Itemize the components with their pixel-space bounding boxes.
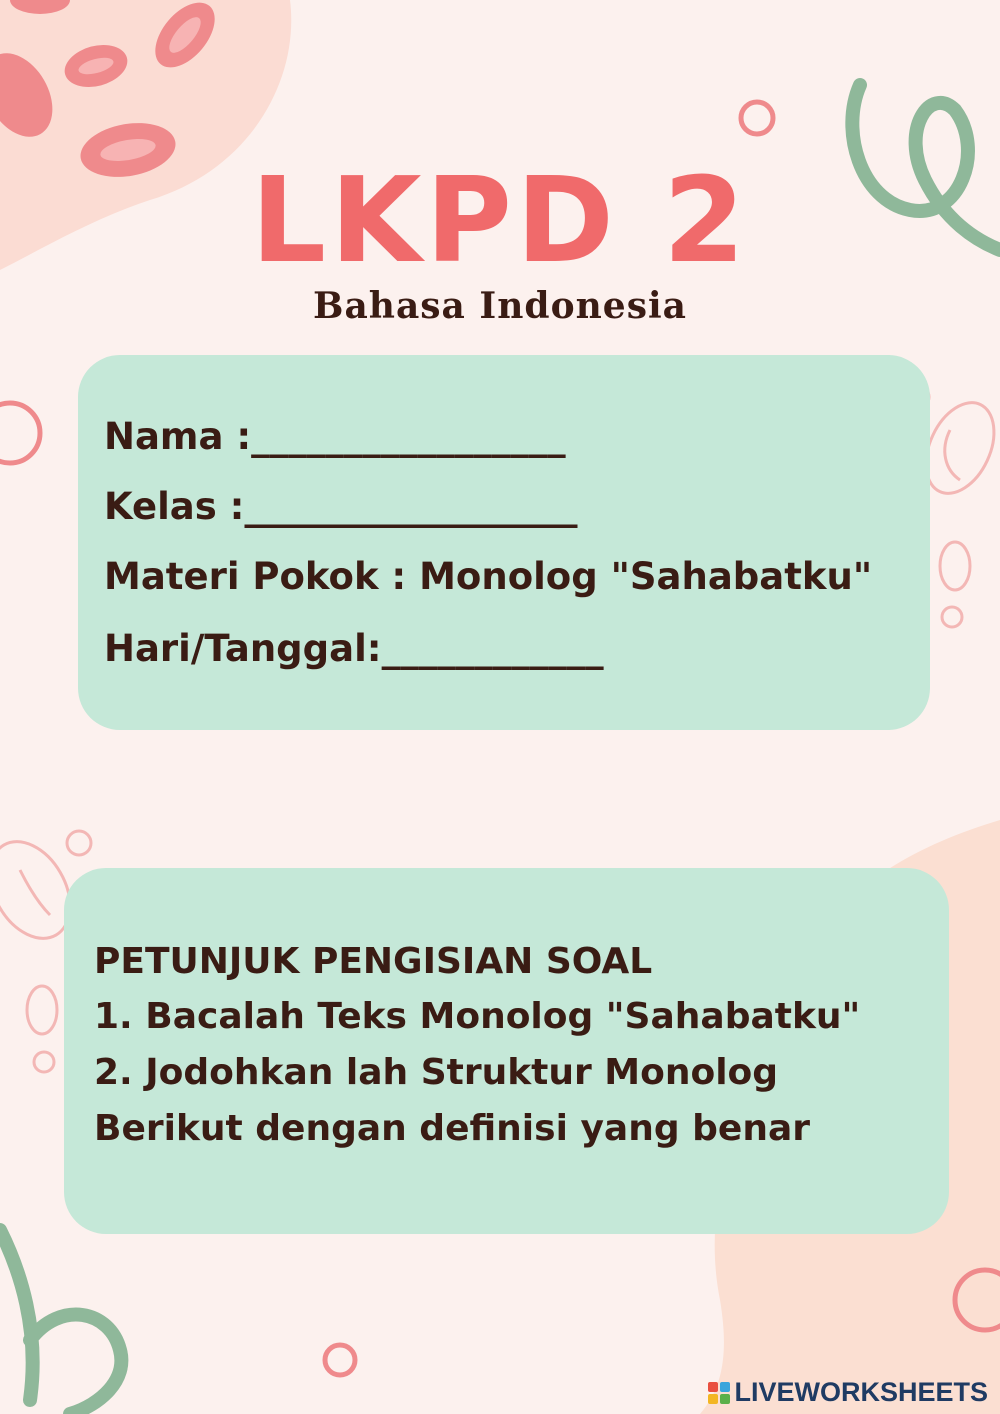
nama-field[interactable]: Nama :_________________ <box>104 415 566 458</box>
instruction-step-2: 2. Jodohkan lah Struktur Monolog <box>94 1052 779 1093</box>
kelas-field[interactable]: Kelas :__________________ <box>104 485 578 528</box>
liveworksheets-logo[interactable] <box>708 1377 988 1408</box>
page-subtitle: Bahasa Indonesia <box>313 285 687 327</box>
liveworksheets-logo-icon <box>708 1382 730 1404</box>
instruction-step-1: 1. Bacalah Teks Monolog "Sahabatku" <box>94 996 861 1037</box>
materi-pokok-label: Materi Pokok : Monolog "Sahabatku" <box>104 555 873 598</box>
instructions-card <box>64 868 949 1234</box>
instructions-heading: PETUNJUK PENGISIAN SOAL <box>94 941 653 982</box>
instruction-step-2-continued: Berikut dengan definisi yang benar <box>94 1108 810 1149</box>
identity-card <box>78 355 930 730</box>
page-title: LKPD 2 <box>250 151 750 289</box>
swirl-icon-bottom-left <box>0 1230 121 1414</box>
logo-text: LIVEWORKSHEETS <box>734 1377 988 1407</box>
hari-tanggal-field[interactable]: Hari/Tanggal:____________ <box>104 627 604 670</box>
